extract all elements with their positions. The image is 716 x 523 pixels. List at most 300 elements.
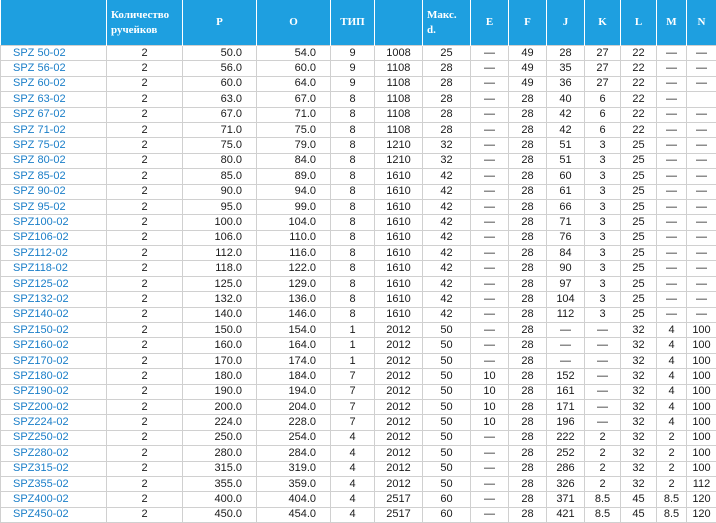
cell-n: 100 xyxy=(687,399,716,414)
cell-grooves: 2 xyxy=(107,307,183,322)
cell-p: 355.0 xyxy=(183,476,257,491)
cell-f: 28 xyxy=(509,261,547,276)
cell-grooves: 2 xyxy=(107,261,183,276)
cell-p: 75.0 xyxy=(183,138,257,153)
cell-bush: 1108 xyxy=(375,122,423,137)
cell-e: — xyxy=(471,461,509,476)
cell-k: 3 xyxy=(585,215,621,230)
cell-e: — xyxy=(471,92,509,107)
cell-designation: SPZ200-02 xyxy=(1,399,107,414)
cell-j: 51 xyxy=(547,138,585,153)
table-row xyxy=(1,107,716,122)
cell-l: 25 xyxy=(621,138,657,153)
cell-j: 40 xyxy=(547,92,585,107)
cell-l: 22 xyxy=(621,92,657,107)
cell-grooves: 2 xyxy=(107,276,183,291)
cell-max-d: 60 xyxy=(423,507,471,522)
cell-type: 4 xyxy=(331,430,375,445)
cell-bush: 1610 xyxy=(375,307,423,322)
cell-max-d: 60 xyxy=(423,492,471,507)
cell-max-d: 28 xyxy=(423,107,471,122)
cell-n: — xyxy=(687,61,716,76)
cell-f: 28 xyxy=(509,276,547,291)
table-body xyxy=(1,46,716,523)
cell-max-d: 28 xyxy=(423,122,471,137)
cell-p: 90.0 xyxy=(183,184,257,199)
cell-j: 35 xyxy=(547,61,585,76)
cell-designation: SPZ 85-02 xyxy=(1,169,107,184)
cell-f: 28 xyxy=(509,507,547,522)
cell-bush: 2012 xyxy=(375,476,423,491)
cell-f: 28 xyxy=(509,92,547,107)
cell-max-d: 50 xyxy=(423,384,471,399)
cell-j: 66 xyxy=(547,199,585,214)
col-header-j: J xyxy=(547,0,585,46)
cell-n: — xyxy=(687,76,716,91)
cell-l: 25 xyxy=(621,153,657,168)
cell-m: — xyxy=(657,276,687,291)
cell-max-d: 28 xyxy=(423,61,471,76)
table-row xyxy=(1,384,716,399)
cell-e: — xyxy=(471,430,509,445)
col-header-e: E xyxy=(471,0,509,46)
cell-o: 89.0 xyxy=(257,169,331,184)
cell-l: 25 xyxy=(621,184,657,199)
cell-p: 71.0 xyxy=(183,122,257,137)
cell-j: 76 xyxy=(547,230,585,245)
cell-designation: SPZ140-02 xyxy=(1,307,107,322)
cell-n: — xyxy=(687,169,716,184)
cell-f: 28 xyxy=(509,169,547,184)
cell-max-d: 42 xyxy=(423,307,471,322)
table-row xyxy=(1,292,716,307)
cell-max-d: 50 xyxy=(423,338,471,353)
cell-e: — xyxy=(471,492,509,507)
cell-k: 3 xyxy=(585,261,621,276)
cell-f: 28 xyxy=(509,338,547,353)
cell-type: 4 xyxy=(331,492,375,507)
cell-e: — xyxy=(471,446,509,461)
cell-type: 9 xyxy=(331,76,375,91)
cell-o: 154.0 xyxy=(257,323,331,338)
cell-j: 60 xyxy=(547,169,585,184)
cell-j: 51 xyxy=(547,153,585,168)
cell-m: — xyxy=(657,307,687,322)
table-row xyxy=(1,230,716,245)
cell-m: 4 xyxy=(657,353,687,368)
cell-j: 104 xyxy=(547,292,585,307)
cell-m: 4 xyxy=(657,369,687,384)
cell-l: 22 xyxy=(621,122,657,137)
cell-bush: 1610 xyxy=(375,184,423,199)
cell-m: — xyxy=(657,107,687,122)
cell-j: 196 xyxy=(547,415,585,430)
cell-n: 100 xyxy=(687,369,716,384)
cell-designation: SPZ 80-02 xyxy=(1,153,107,168)
cell-k: — xyxy=(585,338,621,353)
cell-type: 8 xyxy=(331,230,375,245)
cell-k: 2 xyxy=(585,430,621,445)
cell-k: 6 xyxy=(585,107,621,122)
cell-n: 100 xyxy=(687,430,716,445)
cell-type: 7 xyxy=(331,415,375,430)
cell-f: 28 xyxy=(509,107,547,122)
cell-n: — xyxy=(687,246,716,261)
cell-n: — xyxy=(687,292,716,307)
cell-max-d: 42 xyxy=(423,276,471,291)
cell-type: 8 xyxy=(331,276,375,291)
col-header-type: ТИП xyxy=(331,0,375,46)
cell-bush: 2012 xyxy=(375,369,423,384)
cell-k: — xyxy=(585,323,621,338)
cell-grooves: 2 xyxy=(107,415,183,430)
cell-k: 27 xyxy=(585,76,621,91)
cell-max-d: 50 xyxy=(423,476,471,491)
cell-k: 6 xyxy=(585,122,621,137)
cell-k: 2 xyxy=(585,461,621,476)
table-row xyxy=(1,153,716,168)
cell-designation: SPZ250-02 xyxy=(1,430,107,445)
cell-bush: 1610 xyxy=(375,169,423,184)
cell-grooves: 2 xyxy=(107,138,183,153)
cell-m: — xyxy=(657,230,687,245)
cell-l: 32 xyxy=(621,323,657,338)
cell-p: 315.0 xyxy=(183,461,257,476)
cell-f: 28 xyxy=(509,215,547,230)
cell-e: — xyxy=(471,507,509,522)
cell-type: 8 xyxy=(331,153,375,168)
cell-e: — xyxy=(471,261,509,276)
cell-p: 190.0 xyxy=(183,384,257,399)
cell-grooves: 2 xyxy=(107,92,183,107)
cell-e: — xyxy=(471,353,509,368)
cell-p: 80.0 xyxy=(183,153,257,168)
cell-grooves: 2 xyxy=(107,153,183,168)
table-row xyxy=(1,184,716,199)
cell-bush: 1108 xyxy=(375,76,423,91)
cell-n: — xyxy=(687,230,716,245)
cell-k: 8.5 xyxy=(585,507,621,522)
cell-k: — xyxy=(585,369,621,384)
cell-e: — xyxy=(471,307,509,322)
cell-max-d: 42 xyxy=(423,199,471,214)
table-row xyxy=(1,246,716,261)
cell-e: 10 xyxy=(471,369,509,384)
cell-n: — xyxy=(687,215,716,230)
cell-p: 67.0 xyxy=(183,107,257,122)
cell-m: — xyxy=(657,153,687,168)
cell-m: 4 xyxy=(657,399,687,414)
cell-j: 42 xyxy=(547,122,585,137)
table-row xyxy=(1,492,716,507)
cell-o: 67.0 xyxy=(257,92,331,107)
cell-m: — xyxy=(657,61,687,76)
cell-f: 49 xyxy=(509,76,547,91)
cell-designation: SPZ170-02 xyxy=(1,353,107,368)
cell-n: — xyxy=(687,122,716,137)
cell-e: — xyxy=(471,476,509,491)
cell-e: — xyxy=(471,184,509,199)
cell-designation: SPZ315-02 xyxy=(1,461,107,476)
cell-designation: SPZ 50-02 xyxy=(1,46,107,61)
cell-designation: SPZ 90-02 xyxy=(1,184,107,199)
cell-e: — xyxy=(471,107,509,122)
cell-type: 8 xyxy=(331,261,375,276)
cell-type: 8 xyxy=(331,138,375,153)
cell-o: 94.0 xyxy=(257,184,331,199)
cell-e: — xyxy=(471,338,509,353)
cell-n: 100 xyxy=(687,384,716,399)
cell-bush: 1210 xyxy=(375,153,423,168)
cell-j: 112 xyxy=(547,307,585,322)
cell-e: — xyxy=(471,169,509,184)
cell-j: 252 xyxy=(547,446,585,461)
table-row xyxy=(1,323,716,338)
cell-f: 28 xyxy=(509,199,547,214)
cell-max-d: 42 xyxy=(423,215,471,230)
cell-designation: SPZ112-02 xyxy=(1,246,107,261)
cell-bush: 1610 xyxy=(375,230,423,245)
cell-p: 63.0 xyxy=(183,92,257,107)
cell-bush: 2012 xyxy=(375,461,423,476)
cell-max-d: 32 xyxy=(423,153,471,168)
cell-designation: SPZ118-02 xyxy=(1,261,107,276)
table-row xyxy=(1,415,716,430)
cell-f: 28 xyxy=(509,492,547,507)
cell-j: 28 xyxy=(547,46,585,61)
cell-bush: 1610 xyxy=(375,199,423,214)
cell-grooves: 2 xyxy=(107,430,183,445)
cell-o: 454.0 xyxy=(257,507,331,522)
table-row xyxy=(1,169,716,184)
table-row xyxy=(1,369,716,384)
col-header-f: F xyxy=(509,0,547,46)
cell-o: 99.0 xyxy=(257,199,331,214)
table-row xyxy=(1,507,716,522)
cell-m: — xyxy=(657,292,687,307)
cell-n: — xyxy=(687,46,716,61)
table-row xyxy=(1,461,716,476)
cell-m: — xyxy=(657,138,687,153)
cell-l: 32 xyxy=(621,384,657,399)
col-header-max-d: Макс. d. xyxy=(423,0,471,46)
cell-l: 25 xyxy=(621,261,657,276)
cell-m: — xyxy=(657,246,687,261)
cell-j: 152 xyxy=(547,369,585,384)
cell-designation: SPZ180-02 xyxy=(1,369,107,384)
cell-n: 120 xyxy=(687,492,716,507)
cell-max-d: 42 xyxy=(423,230,471,245)
cell-designation: SPZ 67-02 xyxy=(1,107,107,122)
cell-max-d: 50 xyxy=(423,461,471,476)
cell-p: 118.0 xyxy=(183,261,257,276)
cell-p: 85.0 xyxy=(183,169,257,184)
cell-n: 100 xyxy=(687,323,716,338)
cell-k: 8.5 xyxy=(585,492,621,507)
cell-type: 8 xyxy=(331,169,375,184)
cell-grooves: 2 xyxy=(107,246,183,261)
col-header-k: K xyxy=(585,0,621,46)
cell-l: 32 xyxy=(621,415,657,430)
cell-p: 132.0 xyxy=(183,292,257,307)
cell-f: 28 xyxy=(509,446,547,461)
cell-o: 194.0 xyxy=(257,384,331,399)
cell-k: 2 xyxy=(585,476,621,491)
cell-n: — xyxy=(687,184,716,199)
cell-designation: SPZ150-02 xyxy=(1,323,107,338)
cell-k: 3 xyxy=(585,169,621,184)
col-header-grooves: Количество ручейков xyxy=(107,0,183,46)
cell-m: 4 xyxy=(657,338,687,353)
cell-type: 1 xyxy=(331,353,375,368)
cell-e: — xyxy=(471,76,509,91)
cell-m: 2 xyxy=(657,461,687,476)
cell-m: 4 xyxy=(657,323,687,338)
cell-p: 400.0 xyxy=(183,492,257,507)
cell-m: 2 xyxy=(657,446,687,461)
cell-designation: SPZ280-02 xyxy=(1,446,107,461)
cell-type: 7 xyxy=(331,369,375,384)
col-header-designation xyxy=(1,0,107,46)
cell-j: 371 xyxy=(547,492,585,507)
cell-j: — xyxy=(547,338,585,353)
cell-max-d: 50 xyxy=(423,399,471,414)
cell-f: 28 xyxy=(509,292,547,307)
cell-f: 28 xyxy=(509,353,547,368)
cell-l: 32 xyxy=(621,461,657,476)
cell-bush: 1108 xyxy=(375,61,423,76)
cell-l: 32 xyxy=(621,430,657,445)
cell-n: — xyxy=(687,276,716,291)
cell-l: 32 xyxy=(621,338,657,353)
cell-grooves: 2 xyxy=(107,476,183,491)
cell-type: 8 xyxy=(331,184,375,199)
cell-n: 120 xyxy=(687,507,716,522)
cell-e: — xyxy=(471,138,509,153)
cell-grooves: 2 xyxy=(107,61,183,76)
cell-designation: SPZ160-02 xyxy=(1,338,107,353)
cell-m: — xyxy=(657,215,687,230)
cell-j: 161 xyxy=(547,384,585,399)
cell-n: 100 xyxy=(687,446,716,461)
cell-designation: SPZ125-02 xyxy=(1,276,107,291)
table-row xyxy=(1,338,716,353)
cell-k: 2 xyxy=(585,446,621,461)
cell-e: — xyxy=(471,292,509,307)
cell-o: 54.0 xyxy=(257,46,331,61)
cell-o: 122.0 xyxy=(257,261,331,276)
cell-l: 22 xyxy=(621,46,657,61)
cell-f: 49 xyxy=(509,46,547,61)
cell-n: 100 xyxy=(687,461,716,476)
table-row xyxy=(1,61,716,76)
table-row xyxy=(1,138,716,153)
cell-designation: SPZ224-02 xyxy=(1,415,107,430)
cell-e: — xyxy=(471,61,509,76)
cell-type: 8 xyxy=(331,292,375,307)
cell-f: 28 xyxy=(509,138,547,153)
cell-f: 28 xyxy=(509,307,547,322)
cell-bush: 2012 xyxy=(375,430,423,445)
cell-m: 2 xyxy=(657,430,687,445)
cell-max-d: 42 xyxy=(423,184,471,199)
cell-l: 45 xyxy=(621,507,657,522)
cell-designation: SPZ355-02 xyxy=(1,476,107,491)
cell-designation: SPZ 60-02 xyxy=(1,76,107,91)
cell-n: 112 xyxy=(687,476,716,491)
cell-k: 6 xyxy=(585,92,621,107)
cell-bush: 2012 xyxy=(375,446,423,461)
cell-grooves: 2 xyxy=(107,292,183,307)
table-row xyxy=(1,276,716,291)
cell-p: 160.0 xyxy=(183,338,257,353)
cell-o: 116.0 xyxy=(257,246,331,261)
cell-max-d: 28 xyxy=(423,92,471,107)
cell-k: 3 xyxy=(585,138,621,153)
cell-e: 10 xyxy=(471,415,509,430)
cell-grooves: 2 xyxy=(107,384,183,399)
cell-bush: 2012 xyxy=(375,415,423,430)
cell-o: 64.0 xyxy=(257,76,331,91)
cell-m: 2 xyxy=(657,476,687,491)
cell-bush: 2012 xyxy=(375,384,423,399)
col-header-l: L xyxy=(621,0,657,46)
cell-max-d: 50 xyxy=(423,369,471,384)
cell-k: 3 xyxy=(585,230,621,245)
cell-j: 36 xyxy=(547,76,585,91)
cell-l: 25 xyxy=(621,215,657,230)
cell-type: 8 xyxy=(331,246,375,261)
table-row xyxy=(1,76,716,91)
cell-o: 110.0 xyxy=(257,230,331,245)
cell-f: 28 xyxy=(509,369,547,384)
cell-max-d: 50 xyxy=(423,323,471,338)
cell-m: — xyxy=(657,92,687,107)
cell-bush: 1610 xyxy=(375,215,423,230)
cell-j: 286 xyxy=(547,461,585,476)
cell-n: — xyxy=(687,138,716,153)
cell-type: 1 xyxy=(331,338,375,353)
cell-grooves: 2 xyxy=(107,369,183,384)
cell-type: 4 xyxy=(331,446,375,461)
cell-p: 224.0 xyxy=(183,415,257,430)
cell-m: 4 xyxy=(657,415,687,430)
cell-p: 56.0 xyxy=(183,61,257,76)
table-row xyxy=(1,199,716,214)
col-header-n: N xyxy=(687,0,716,46)
cell-f: 28 xyxy=(509,153,547,168)
cell-type: 7 xyxy=(331,399,375,414)
cell-k: 27 xyxy=(585,46,621,61)
cell-grooves: 2 xyxy=(107,107,183,122)
cell-designation: SPZ 71-02 xyxy=(1,122,107,137)
col-header-o: O xyxy=(257,0,331,46)
cell-type: 4 xyxy=(331,461,375,476)
cell-grooves: 2 xyxy=(107,46,183,61)
cell-grooves: 2 xyxy=(107,492,183,507)
cell-designation: SPZ100-02 xyxy=(1,215,107,230)
cell-bush: 2517 xyxy=(375,507,423,522)
cell-p: 106.0 xyxy=(183,230,257,245)
cell-m: — xyxy=(657,184,687,199)
cell-grooves: 2 xyxy=(107,76,183,91)
cell-j: 61 xyxy=(547,184,585,199)
table-row xyxy=(1,476,716,491)
table-row xyxy=(1,446,716,461)
cell-f: 28 xyxy=(509,122,547,137)
cell-l: 22 xyxy=(621,107,657,122)
cell-grooves: 2 xyxy=(107,215,183,230)
